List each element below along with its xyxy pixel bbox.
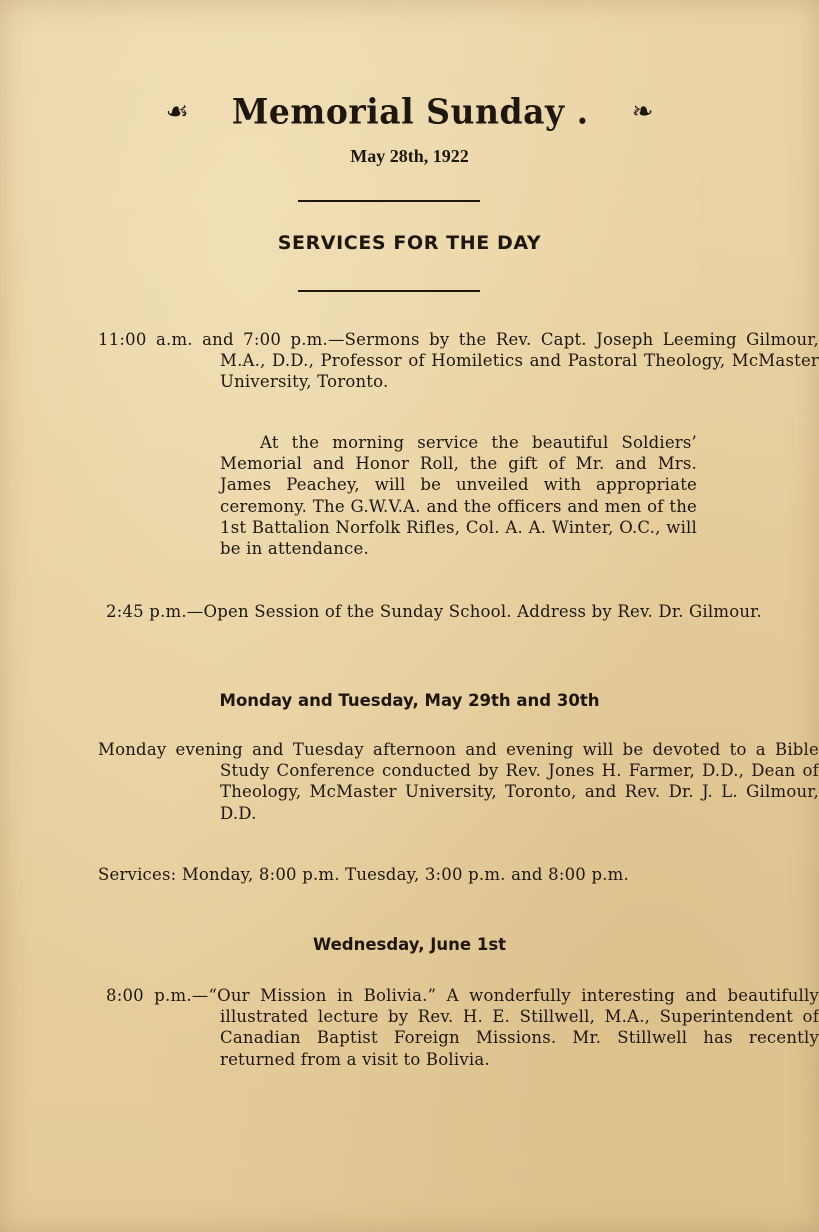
divider-bottom [298,290,480,292]
fleuron-left-icon: ☙ [165,96,189,127]
page-title: Memorial Sunday . [231,91,589,132]
wednesday-lecture-entry: 8:00 p.m.—“Our Mission in Bolivia.” A wonderfully interesting and beautifully illustrated lecture by Rev. H. E. Stillwell, M.A., Superintendent of Canadian Baptist Foreign Missions. Mr. Stillwell has recently returned from a visit to Bolivia. [106,986,819,1069]
monday-tuesday-services: Services: Monday, 8:00 p.m. Tuesday, 3:00 p.m. and 8:00 p.m. [98,865,629,884]
monday-tuesday-text: Monday evening and Tuesday afternoon and evening will be devoted to a Bible Study Conference conducted by Rev. Jones H. Farmer, D.D., Dean of Theology, McMaster University, Toronto, and Rev. Dr. J. L. Gilmour, D.D. [98,740,819,823]
sunday-school-entry: 2:45 p.m.—Open Session of the Sunday School. Address by Rev. Dr. Gilmour. [106,602,762,621]
sunday-morning-note: At the morning service the beautiful Soldiers’ Memorial and Honor Roll, the gift of Mr. and Mrs. James Peachey, will be unveiled with appropriate ceremony. The G.W.V.A. and the officers and men of the 1st Battalion Norfolk Rifles, Col. A. A. Winter, O.C., will be in attendance. [220,433,697,559]
wednesday-heading: Wednesday, June 1st [312,935,507,954]
fleuron-right-icon: ❧ [631,96,654,127]
monday-tuesday-heading: Monday and Tuesday, May 29th and 30th [219,691,600,710]
event-date: May 28th, 1922 [350,146,469,166]
divider-top [298,200,480,202]
sunday-sermons-entry: 11:00 a.m. and 7:00 p.m.—Sermons by the Rev. Capt. Joseph Leeming Gilmour, M.A., D.D., Professor of Homiletics and Pastoral Theology, McMaster University, Toronto. [98,330,819,392]
services-heading: SERVICES FOR THE DAY [277,232,542,254]
title-row [0,92,819,131]
